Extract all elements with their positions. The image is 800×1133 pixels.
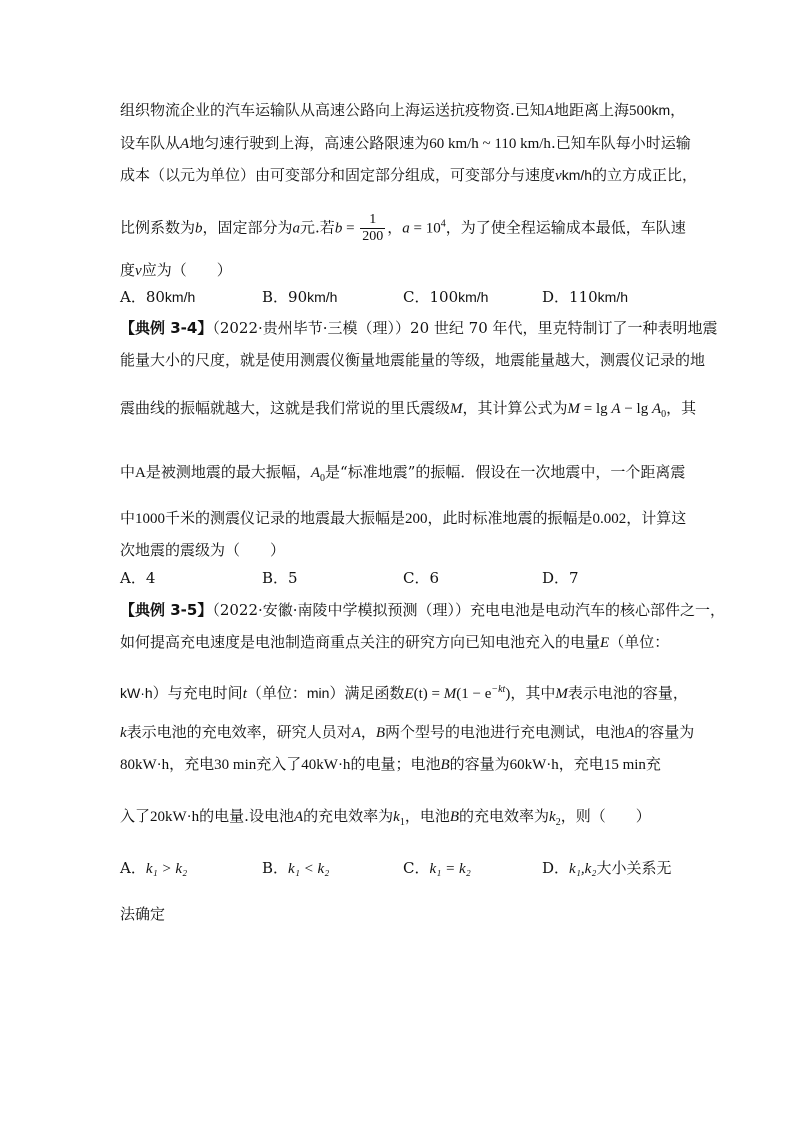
option-label: A．80 bbox=[120, 288, 165, 306]
quantity: 40kW·h bbox=[301, 757, 351, 773]
number: = 10 bbox=[409, 220, 441, 237]
option-label: B．5 bbox=[262, 569, 298, 587]
number: 0.002 bbox=[592, 511, 627, 527]
var: k bbox=[393, 809, 400, 825]
unit: km/h bbox=[307, 289, 338, 305]
p3-line-1 bbox=[120, 600, 725, 620]
subscript: 0 bbox=[661, 409, 667, 420]
p1-option-d bbox=[542, 287, 628, 307]
text: 的电量.设电池 bbox=[199, 807, 294, 825]
p1-line-5 bbox=[120, 260, 232, 281]
var: b bbox=[334, 220, 343, 237]
p3-line-5 bbox=[120, 754, 661, 775]
unit: km/h bbox=[597, 289, 629, 305]
var: a bbox=[402, 220, 410, 237]
text: 两个型号的电池进行充电测试，电池 bbox=[385, 723, 626, 741]
option-math: k₁ > k₂ bbox=[145, 861, 188, 877]
var: k bbox=[549, 809, 556, 825]
fraction bbox=[360, 212, 385, 245]
p1-option-a bbox=[120, 287, 195, 307]
p2-option-d bbox=[542, 568, 579, 588]
option-label: B．90 bbox=[262, 288, 308, 306]
math: − lg bbox=[620, 401, 652, 417]
text: 成本（以元为单位）由可变部分和固定部分组成，可变部分与速度 bbox=[120, 166, 556, 184]
var: B bbox=[440, 757, 450, 773]
p1-option-c bbox=[403, 287, 488, 307]
var: k bbox=[120, 725, 127, 741]
text: 大小关系无 bbox=[596, 859, 672, 877]
var: b bbox=[195, 220, 203, 237]
var: A bbox=[293, 809, 304, 825]
option-label: D．7 bbox=[542, 569, 579, 587]
subscript: 2 bbox=[555, 817, 561, 828]
text: ，其 bbox=[666, 399, 697, 417]
text: 元.若 bbox=[300, 218, 335, 237]
unit: min bbox=[306, 685, 330, 701]
numerator: 1 bbox=[360, 212, 385, 229]
text: 中 bbox=[120, 463, 136, 481]
text: ，充电 bbox=[169, 755, 215, 773]
text: ，固定部分为 bbox=[202, 218, 293, 237]
option-math: k₁,k₂ bbox=[569, 861, 597, 877]
math: (t) = bbox=[413, 686, 444, 702]
p2-line-2 bbox=[120, 350, 705, 370]
p2-line-3 bbox=[120, 398, 696, 425]
var: M bbox=[555, 686, 568, 702]
text: ）与充电时间 bbox=[152, 684, 243, 702]
p3-line-3 bbox=[120, 680, 688, 704]
var: M bbox=[450, 401, 463, 417]
p3-option-c bbox=[403, 858, 471, 879]
p2-line-6 bbox=[120, 540, 285, 560]
option-label: C．100 bbox=[403, 288, 459, 306]
option-label: D． bbox=[542, 859, 570, 877]
option-label: B． bbox=[262, 859, 289, 877]
text: 法确定 bbox=[120, 905, 166, 923]
text: （2022·安徽·南陵中学模拟预测（理））充电电池是电动汽车的核心部件之一， bbox=[212, 601, 726, 619]
text: 是“标准地震”的振幅．假设在一次地震中，一个距离震 bbox=[325, 463, 686, 481]
p2-option-b bbox=[262, 568, 298, 588]
p3-option-d-continued bbox=[120, 904, 165, 924]
text: ）满足函数 bbox=[329, 684, 405, 702]
unit: km bbox=[651, 102, 671, 118]
text: 比例系数为 bbox=[120, 218, 196, 237]
number: 1000 bbox=[135, 511, 166, 527]
text: ，电池 bbox=[404, 807, 450, 825]
math: ) bbox=[505, 686, 511, 702]
var: E bbox=[600, 635, 610, 651]
text: ，其中 bbox=[510, 684, 556, 702]
text: ，充电 bbox=[558, 755, 604, 773]
var: B bbox=[375, 725, 386, 741]
text: （2022·贵州毕节·三模（理））20 世纪 70 年代，里克特制订了一种表明地震 bbox=[212, 319, 718, 337]
var: a bbox=[292, 220, 301, 237]
text: 入了 bbox=[120, 807, 151, 825]
text: ，其计算公式为 bbox=[462, 399, 568, 417]
var: B bbox=[449, 809, 459, 825]
p2-option-a bbox=[120, 568, 155, 588]
p3-line-4 bbox=[120, 722, 694, 743]
text: ，则（ ） bbox=[560, 807, 651, 825]
var: A bbox=[310, 465, 321, 481]
denominator: 200 bbox=[362, 229, 384, 244]
subscript: 0 bbox=[320, 473, 326, 484]
text: .已知车队每小时运输 bbox=[550, 134, 691, 152]
number: 500 bbox=[628, 103, 652, 119]
var: A bbox=[135, 465, 146, 481]
text: 充入了 bbox=[256, 755, 302, 773]
number: 200 bbox=[405, 511, 428, 527]
text: 的充电效率为 bbox=[459, 807, 550, 825]
text: 中 bbox=[120, 509, 136, 527]
text: 设车队从 bbox=[120, 134, 181, 152]
option-math: k₁ = k₂ bbox=[429, 861, 471, 877]
p3-option-d bbox=[542, 858, 672, 879]
var: A bbox=[651, 401, 662, 417]
quantity: 20kW·h bbox=[150, 809, 200, 825]
option-label: C．6 bbox=[403, 569, 440, 587]
text: 的容量为 bbox=[634, 723, 695, 741]
p1-line-4 bbox=[120, 212, 686, 245]
text: 能量大小的尺度，就是使用测震仪衡量地震能量的等级，地震能量越大，测震仪记录的地 bbox=[120, 351, 706, 369]
speed-range: 60 km/h ~ 110 km/h bbox=[429, 136, 551, 152]
text: ， bbox=[670, 101, 686, 119]
p1-line-3 bbox=[120, 165, 697, 186]
var: t bbox=[242, 686, 247, 702]
example-heading: 【典例 3-5】 bbox=[120, 601, 213, 619]
text: 充 bbox=[645, 755, 661, 773]
quantity: 60kW·h bbox=[509, 757, 559, 773]
p2-option-c bbox=[403, 568, 439, 588]
p3-line-6 bbox=[120, 806, 651, 833]
p1-line-2 bbox=[120, 133, 691, 154]
p1-line-1 bbox=[120, 100, 685, 121]
text: ， bbox=[387, 218, 403, 237]
option-label: A． bbox=[120, 859, 146, 877]
option-math: k₁ < k₂ bbox=[288, 861, 330, 877]
var: M bbox=[567, 401, 581, 417]
text: 表示电池的容量， bbox=[567, 684, 688, 702]
exponent: −kt bbox=[491, 684, 506, 695]
text: 如何提高充电速度是电池制造商重点关注的研究方向已知电池充入的电量 bbox=[120, 633, 601, 651]
var: A bbox=[611, 401, 621, 417]
text: ，计算这 bbox=[626, 509, 687, 527]
quantity: 15 min bbox=[603, 757, 646, 773]
text: 表示电池的充电效率，研究人员对 bbox=[126, 723, 352, 741]
text: ，此时标准地震的振幅是 bbox=[427, 509, 593, 527]
var: A bbox=[625, 725, 635, 741]
var: E bbox=[404, 686, 414, 702]
text: ， bbox=[360, 723, 376, 741]
text: 千米的测震仪记录的地震最大振幅是 bbox=[165, 509, 406, 527]
var: A bbox=[351, 725, 361, 741]
exponent: 4 bbox=[440, 218, 446, 230]
text: ，为了使全程运输成本最低，车队速 bbox=[445, 218, 686, 237]
unit: kW·h bbox=[120, 685, 153, 701]
text: 次地震的震级为（ ） bbox=[120, 541, 286, 559]
var: M bbox=[443, 686, 457, 702]
p2-line-4 bbox=[120, 462, 685, 489]
option-label: C． bbox=[403, 859, 430, 877]
text: 是被测地震的最大振幅， bbox=[145, 463, 311, 481]
subscript: 1 bbox=[399, 817, 405, 828]
p3-line-2 bbox=[120, 632, 669, 653]
unit: km/h bbox=[561, 167, 593, 183]
text: 的电量；电池 bbox=[350, 755, 441, 773]
text: 组织物流企业的汽车运输队从高速公路向上海运送抗疫物资.已知 bbox=[120, 101, 545, 119]
math: (1 − e bbox=[456, 686, 492, 702]
unit: km/h bbox=[458, 289, 489, 305]
text: 震曲线的振幅就越大，这就是我们常说的里氏震级 bbox=[120, 399, 451, 417]
equals: = bbox=[342, 220, 359, 237]
var: v bbox=[135, 263, 142, 279]
text: 地距离上海 bbox=[553, 101, 629, 119]
text: 的立方成正比， bbox=[592, 166, 698, 184]
text: 应为（ ） bbox=[141, 261, 232, 279]
var: A bbox=[544, 103, 554, 119]
p2-line-5 bbox=[120, 508, 686, 529]
text: 的充电效率为 bbox=[303, 807, 394, 825]
p2-line-1 bbox=[120, 318, 718, 338]
text: 地匀速行驶到上海，高速公路限速为 bbox=[189, 134, 430, 152]
math: = lg bbox=[580, 401, 612, 417]
option-label: D．110 bbox=[542, 288, 598, 306]
option-label: A．4 bbox=[120, 569, 156, 587]
text: （单位： bbox=[609, 633, 670, 651]
p1-option-b bbox=[262, 287, 337, 307]
example-heading: 【典例 3-4】 bbox=[120, 319, 213, 337]
p3-option-a bbox=[120, 858, 187, 879]
unit: km/h bbox=[164, 289, 196, 305]
p3-option-b bbox=[262, 858, 329, 879]
text: （单位： bbox=[246, 684, 307, 702]
quantity: 30 min bbox=[214, 757, 257, 773]
var: A bbox=[180, 136, 190, 152]
text: 的容量为 bbox=[449, 755, 510, 773]
quantity: 80kW·h bbox=[120, 757, 170, 773]
var: v bbox=[555, 168, 562, 184]
text: 度 bbox=[120, 261, 136, 279]
